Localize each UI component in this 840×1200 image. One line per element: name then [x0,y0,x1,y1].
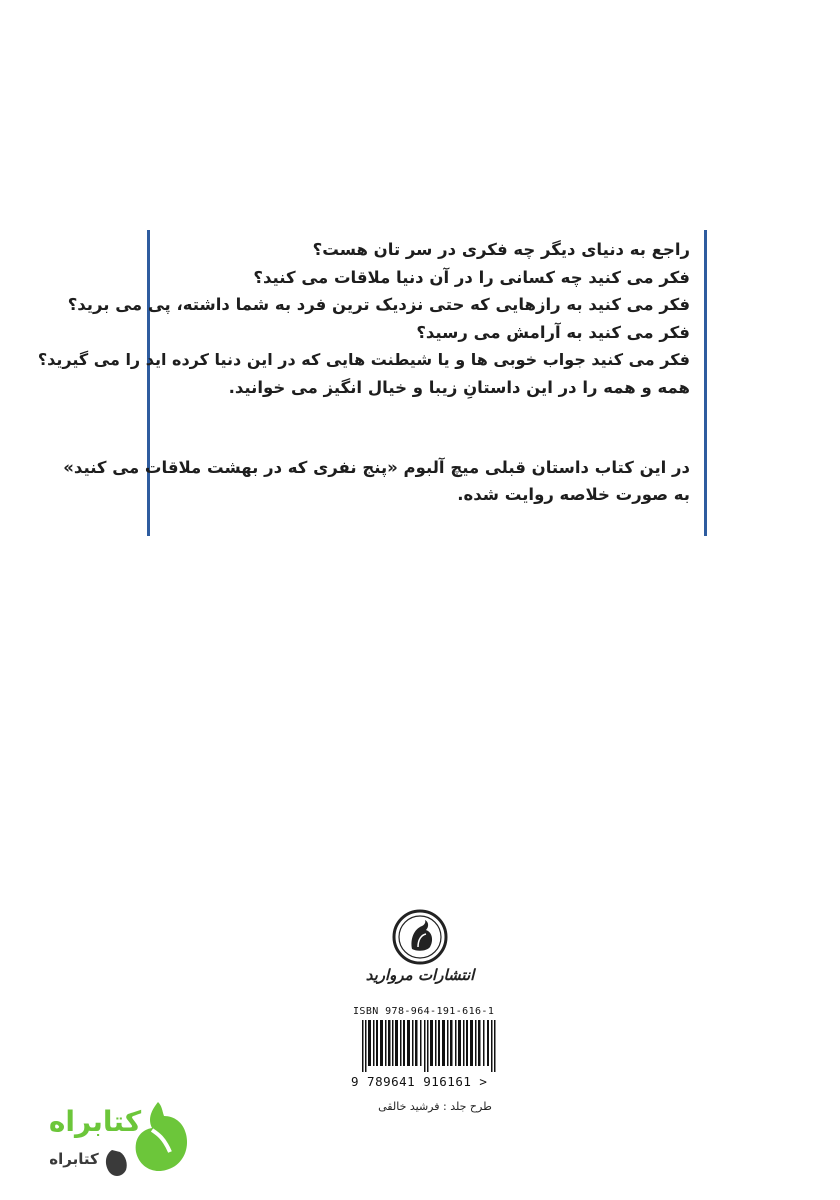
watermark-text: کتابراه [48,1105,142,1138]
blurb-line: فکر می کنید به آرامش می رسید؟ [416,322,690,342]
blurb-line: فکر می کنید جواب خوبی ها و یا شیطنت هایی که در این دنیا کرده اید را می گیرید؟ [37,350,690,370]
isbn-label: ISBN 978-964-191-616-1 [353,1006,495,1017]
blurb-line: راجع به دنیای دیگر چه فکری در سر تان هست؟ [312,240,690,259]
blurb-line: فکر می کنید چه کسانی را در آن دنیا ملاقات می کنید؟ [253,267,690,287]
peacock-logo-icon [388,905,452,969]
back-cover-blurb [37,230,707,536]
note-line: به صورت خلاصه روایت شده. [457,484,690,504]
barcode-digits: 9 789641 916161 > [351,1074,488,1089]
barcode [362,1020,496,1072]
note-line: در این کتاب داستان قبلی میچ آلبوم «پنج نفری که در بهشت ملاقات می کنید» [63,457,690,477]
blurb-line: همه و همه را در این داستانِ زیبا و خیال انگیز می خوانید. [228,377,690,397]
blurb-note [63,454,690,508]
watermark-small-text: کتابراه [49,1150,99,1168]
publisher-name: انتشارات مروارید [365,966,475,984]
blurb-line: فکر می کنید به رازهایی که حتی نزدیک ترین فرد به شما داشته، پی می برید؟ [67,295,690,315]
cover-designer-credit: طرح جلد : فرشید خالقی [378,1100,492,1113]
